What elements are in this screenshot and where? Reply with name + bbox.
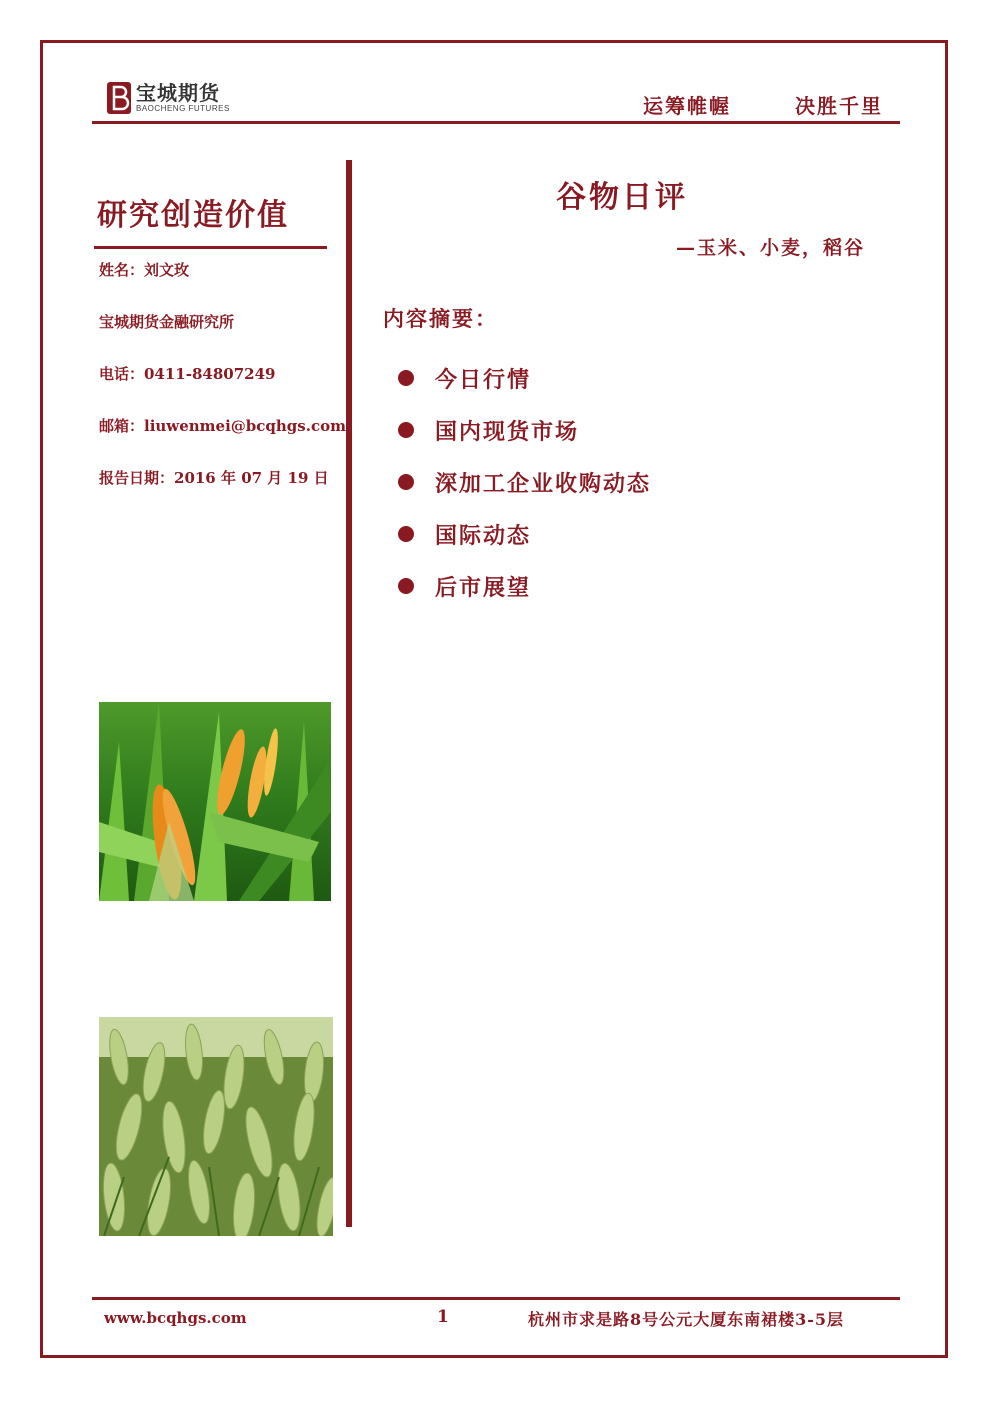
bullet-icon xyxy=(398,578,414,594)
summary-heading: 内容摘要： xyxy=(383,306,498,331)
list-item-label: 国内现货市场 xyxy=(435,418,580,445)
bullet-icon xyxy=(398,422,414,438)
wheat-photo xyxy=(99,1017,333,1236)
bullet-icon xyxy=(398,370,414,386)
phone-number: 电话：0411-84807249 xyxy=(99,365,276,383)
list-item[interactable] xyxy=(398,508,651,560)
vertical-divider xyxy=(346,160,352,1227)
left-title-rule xyxy=(94,246,327,249)
slogan-first: 运筹帷幄 xyxy=(643,94,731,118)
logo-b-icon xyxy=(106,81,132,115)
summary-list xyxy=(398,352,651,612)
report-date: 报告日期：2016 年 07 月 19 日 xyxy=(99,469,329,487)
list-item-label: 国际动态 xyxy=(435,522,532,549)
institute-name: 宝城期货金融研究所 xyxy=(99,313,235,331)
footer-address: 杭州市求是路8号公元大厦东南裙楼3-5层 xyxy=(528,1310,845,1329)
page-number: 1 xyxy=(437,1307,449,1327)
footer-rule xyxy=(92,1297,900,1300)
list-item[interactable] xyxy=(398,404,651,456)
corn-photo xyxy=(99,702,331,901)
report-subtitle: —玉米、小麦，稻谷 xyxy=(676,237,866,259)
bullet-icon xyxy=(398,526,414,542)
logo-en-text: BAOCHENG FUTURES xyxy=(136,104,230,113)
company-logo xyxy=(106,78,230,118)
list-item-label: 今日行情 xyxy=(435,366,532,393)
header-rule xyxy=(92,121,900,124)
author-name: 姓名：刘文玫 xyxy=(99,261,190,279)
left-title: 研究创造价值 xyxy=(97,198,289,233)
list-item-label: 后市展望 xyxy=(435,574,532,601)
list-item-label: 深加工企业收购动态 xyxy=(435,470,652,497)
footer-website-link[interactable]: www.bcqhgs.com xyxy=(104,1309,247,1327)
list-item[interactable] xyxy=(398,560,651,612)
report-title: 谷物日评 xyxy=(556,180,688,215)
list-item[interactable] xyxy=(398,456,651,508)
slogan-second: 决胜千里 xyxy=(795,94,883,118)
bullet-icon xyxy=(398,474,414,490)
email-address: 邮箱：liuwenmei@bcqhgs.com xyxy=(99,417,346,435)
list-item[interactable] xyxy=(398,352,651,404)
logo-cn-text: 宝城期货 xyxy=(136,81,220,105)
